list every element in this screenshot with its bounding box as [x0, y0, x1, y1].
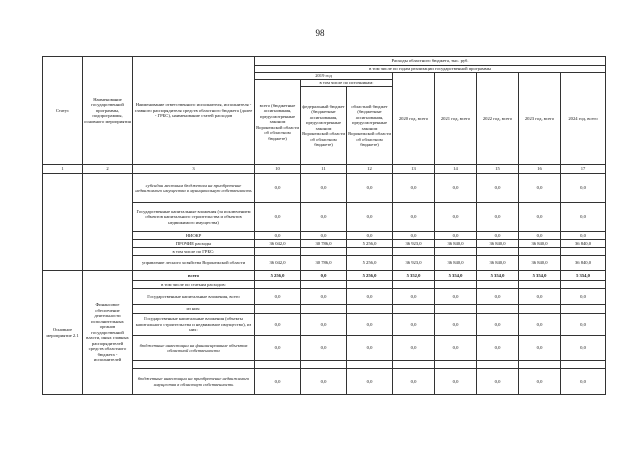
- cell-value: 5 256,0: [347, 271, 393, 281]
- header-year-2019: 2019 год: [255, 73, 393, 80]
- cell-value: 0,0: [393, 232, 435, 240]
- colnum: 11: [301, 165, 347, 174]
- cell-value: 36 840,0: [519, 256, 561, 271]
- cell-value: 0,0: [393, 203, 435, 232]
- cell-value: 0,0: [393, 336, 435, 361]
- cell-value: 36 923,0: [393, 256, 435, 271]
- cell-value: 0,0: [435, 369, 477, 395]
- cell-value: 0,0: [347, 289, 393, 305]
- row-label: в том числе по ГРБС:: [133, 248, 255, 256]
- cell-value: 36 840,0: [435, 240, 477, 248]
- colnum: 15: [477, 165, 519, 174]
- colnum: 17: [561, 165, 606, 174]
- row-label: управление лесного хозяйства Воронежской области: [133, 256, 255, 271]
- cell-value: 0,0: [519, 314, 561, 336]
- colnum: 12: [347, 165, 393, 174]
- cell-value: 0,0: [435, 232, 477, 240]
- cell-value: 36 042,0: [255, 256, 301, 271]
- cell-value: 0,0: [477, 174, 519, 203]
- cell-value: 0,0: [519, 289, 561, 305]
- header-2023: 2023 год, всего: [519, 73, 561, 165]
- colnum: 13: [393, 165, 435, 174]
- cell-value: 0,0: [393, 174, 435, 203]
- cell-value: 0,0: [255, 369, 301, 395]
- cell-value: 0,0: [301, 271, 347, 281]
- cell-value: 30 786,0: [301, 240, 347, 248]
- cell-value: 0,0: [347, 174, 393, 203]
- header-executor-name: Наименование ответственного исполнителя, исполнителя - главного распорядителя средств областного бюджета (далее - ГРБС), наименование статей расходов: [133, 57, 255, 165]
- cell-value: 36 840,0: [561, 256, 606, 271]
- page-number: 98: [315, 28, 325, 38]
- header-by-year: в том числе по годам реализации государственной программы: [255, 66, 606, 73]
- colnum: 16: [519, 165, 561, 174]
- cell-value: 36 923,0: [393, 240, 435, 248]
- row-label: Государственные капитальные вложения, всего: [133, 289, 255, 305]
- header-2024: 2024 год, всего: [561, 73, 606, 165]
- header-2021: 2021 год, всего: [435, 73, 477, 165]
- cell-value: 0,0: [435, 203, 477, 232]
- cell-value: 0,0: [519, 336, 561, 361]
- header-total-col: всего (бюджетные ассигнования, предусмотренные законом Воронежской области об областном бюджете): [255, 80, 301, 165]
- cell-value: 0,0: [435, 314, 477, 336]
- cell-value: 0,0: [519, 369, 561, 395]
- cell-value: 5 352,0: [393, 271, 435, 281]
- cell-value: 30 786,0: [301, 256, 347, 271]
- cell-value: 0,0: [519, 174, 561, 203]
- cell-value: 5 354,0: [519, 271, 561, 281]
- cell-value: 0,0: [347, 314, 393, 336]
- cell-value: 0,0: [561, 369, 606, 395]
- colnum: 2: [83, 165, 133, 174]
- cell-value: 0,0: [561, 336, 606, 361]
- cell-value: 0,0: [301, 289, 347, 305]
- budget-table: [42, 56, 606, 395]
- cell-value: 0,0: [393, 369, 435, 395]
- cell-value: 0,0: [561, 314, 606, 336]
- row-label: НИОКР: [133, 232, 255, 240]
- cell-value: 0,0: [301, 314, 347, 336]
- cell-value: 0,0: [435, 174, 477, 203]
- row-label: всего: [133, 271, 255, 281]
- cell-value: 0,0: [347, 203, 393, 232]
- cell-value: 5 256,0: [255, 271, 301, 281]
- row-label: Государственные капитальные вложения (объекты капитального строительства и недвижимое имущество), из них:: [133, 314, 255, 336]
- cell-value: 5 354,0: [435, 271, 477, 281]
- table-row: [43, 174, 606, 203]
- cell-value: 0,0: [477, 203, 519, 232]
- row-label: бюджетные инвестиции на финансирование объектов областной собственности: [133, 336, 255, 361]
- cell-value: 0,0: [477, 336, 519, 361]
- cell-value: 0,0: [255, 203, 301, 232]
- header-2022: 2022 год, всего: [477, 73, 519, 165]
- cell-value: 0,0: [347, 232, 393, 240]
- colnum: 3: [133, 165, 255, 174]
- cell-value: 0,0: [519, 203, 561, 232]
- cell-value: 36 840,0: [561, 240, 606, 248]
- cell-value: 0,0: [255, 314, 301, 336]
- cell-value: 5 256,0: [347, 256, 393, 271]
- row-label: бюджетные инвестиции на приобретение недвижимого имущества в областную собственность: [133, 369, 255, 395]
- cell-value: 5 256,0: [347, 240, 393, 248]
- cell-value: 0,0: [255, 289, 301, 305]
- header-2020: 2020 год, всего: [393, 73, 435, 165]
- cell-value: 36 840,0: [477, 256, 519, 271]
- cell-value: 0,0: [347, 369, 393, 395]
- colnum: 1: [43, 165, 83, 174]
- cell-value: 0,0: [301, 369, 347, 395]
- cell-value: 5 354,0: [477, 271, 519, 281]
- cell-value: 0,0: [477, 314, 519, 336]
- cell-value: 0,0: [519, 232, 561, 240]
- cell-value: 36 840,0: [519, 240, 561, 248]
- header-federal-col: федеральный бюджет (бюджетные ассигнования, предусмотренные законом Воронежской области об областном бюджете): [301, 87, 347, 165]
- row-label: из них:: [133, 305, 255, 314]
- header-by-sources: в том числе по источникам:: [301, 80, 393, 87]
- cell-value: 0,0: [435, 336, 477, 361]
- cell-value: 0,0: [435, 289, 477, 305]
- cell-value: 0,0: [393, 314, 435, 336]
- colnum: 10: [255, 165, 301, 174]
- cell-value: 36 840,0: [435, 256, 477, 271]
- row-label: в том числе по статьям расходов:: [133, 281, 255, 289]
- header-expenses-title: Расходы областного бюджета, тыс. руб.: [255, 57, 606, 66]
- cell-value: 0,0: [393, 289, 435, 305]
- measure-name: Финансовое обеспечение деятельности исполнительных органов государственной власти, иных главных распорядителей средств областного бюджета - исполнителей: [83, 271, 133, 395]
- table-row: [43, 271, 606, 281]
- cell-value: 0,0: [301, 174, 347, 203]
- cell-value: 0,0: [561, 203, 606, 232]
- cell-value: 0,0: [561, 232, 606, 240]
- row-label: ПРОЧИЕ расходы: [133, 240, 255, 248]
- cell-value: 0,0: [255, 232, 301, 240]
- column-numbers-row: [43, 165, 606, 174]
- cell-value: 5 354,0: [561, 271, 606, 281]
- header-status: Статус: [43, 57, 83, 165]
- cell-value: 0,0: [255, 336, 301, 361]
- cell-value: 36 840,0: [477, 240, 519, 248]
- cell-value: 0,0: [255, 174, 301, 203]
- cell-value: 0,0: [301, 203, 347, 232]
- cell-value: 0,0: [301, 336, 347, 361]
- header-program-name: Наименование государственной программы, подпрограммы, основного мероприятия: [83, 57, 133, 165]
- cell-value: 36 042,0: [255, 240, 301, 248]
- cell-value: 0,0: [301, 232, 347, 240]
- row-label: субсидии местным бюджетам на приобретение недвижимого имущества в муниципальную собственность: [133, 174, 255, 203]
- cell-value: 0,0: [561, 289, 606, 305]
- cell-value: 0,0: [477, 369, 519, 395]
- colnum: 14: [435, 165, 477, 174]
- cell-value: 0,0: [477, 289, 519, 305]
- row-label: Государственные капитальные вложения (за исключением объектов капитального строительства и объектов недвижимого имущества): [133, 203, 255, 232]
- header-regional-col: областной бюджет (бюджетные ассигнования, предусмотренные законом Воронежской области об областном бюджете): [347, 87, 393, 165]
- cell-value: 0,0: [347, 336, 393, 361]
- measure-status: Основное мероприятие 2.1: [43, 271, 83, 395]
- cell-value: 0,0: [561, 174, 606, 203]
- cell-value: 0,0: [477, 232, 519, 240]
